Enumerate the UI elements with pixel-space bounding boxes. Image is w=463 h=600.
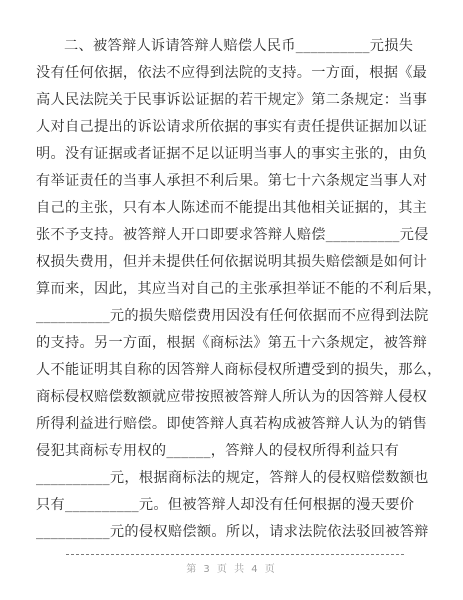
paragraph-line: 二、被答辩人诉请答辩人赔偿人民币__________元损失 <box>64 38 414 54</box>
footer-divider <box>66 554 404 555</box>
paragraph-line: 没有任何依据，依法不应得到法院的支持。一方面，根据《最 <box>36 65 428 81</box>
paragraph-line: 张不予支持。被答辩人开口即要求答辩人赔偿__________元侵 <box>36 227 429 243</box>
page-number-label: 第 3 页 共 4 页 <box>186 564 277 575</box>
paragraph-line: __________元的侵权赔偿额。所以，请求法院依法驳回被答辩 <box>36 524 429 540</box>
paragraph-line: 明。没有证据或者证据不足以证明当事人的事实主张的，由负 <box>36 146 428 162</box>
paragraph-line: 有举证责任的当事人承担不利后果。第七十六条规定当事人对 <box>36 173 428 189</box>
paragraph-line: 侵犯其商标专用权的______，答辩人的侵权所得利益只有 <box>36 443 400 459</box>
paragraph-line: 人对自己提出的诉讼请求所依据的事实有责任提供证据加以证 <box>36 119 428 135</box>
paragraph-line: 只有__________元。但被答辩人却没有任何根据的漫天要价 <box>36 497 415 513</box>
paragraph-line: 的支持。另一方面，根据《商标法》第五十六条规定，被答辩 <box>36 335 428 351</box>
paragraph-line: 所得利益进行赔偿。即使答辩人真若构成被答辩人认为的销售 <box>36 416 428 432</box>
paragraph-line: 算而来，因此，其应当对自己的主张承担举证不能的不利后果， <box>36 281 442 297</box>
paragraph-line: __________元，根据商标法的规定，答辩人的侵权赔偿数额也 <box>36 470 429 486</box>
paragraph-line: 权损失费用，但并未提供任何依据说明其损失赔偿额是如何计 <box>36 254 428 270</box>
paragraph-line: 自己的主张，只有本人陈述而不能提出其他相关证据的，其主 <box>36 200 428 216</box>
paragraph-line: 人不能证明其自称的因答辩人商标侵权所遭受到的损失，那么， <box>36 362 442 378</box>
paragraph-line: 高人民法院关于民事诉讼证据的若干规定》第二条规定：当事 <box>36 92 428 108</box>
paragraph-line: __________元的损失赔偿费用因没有任何依据而不应得到法院 <box>36 308 429 324</box>
paragraph-line: 商标侵权赔偿数额就应带按照被答辩人所认为的因答辩人侵权 <box>36 389 428 405</box>
